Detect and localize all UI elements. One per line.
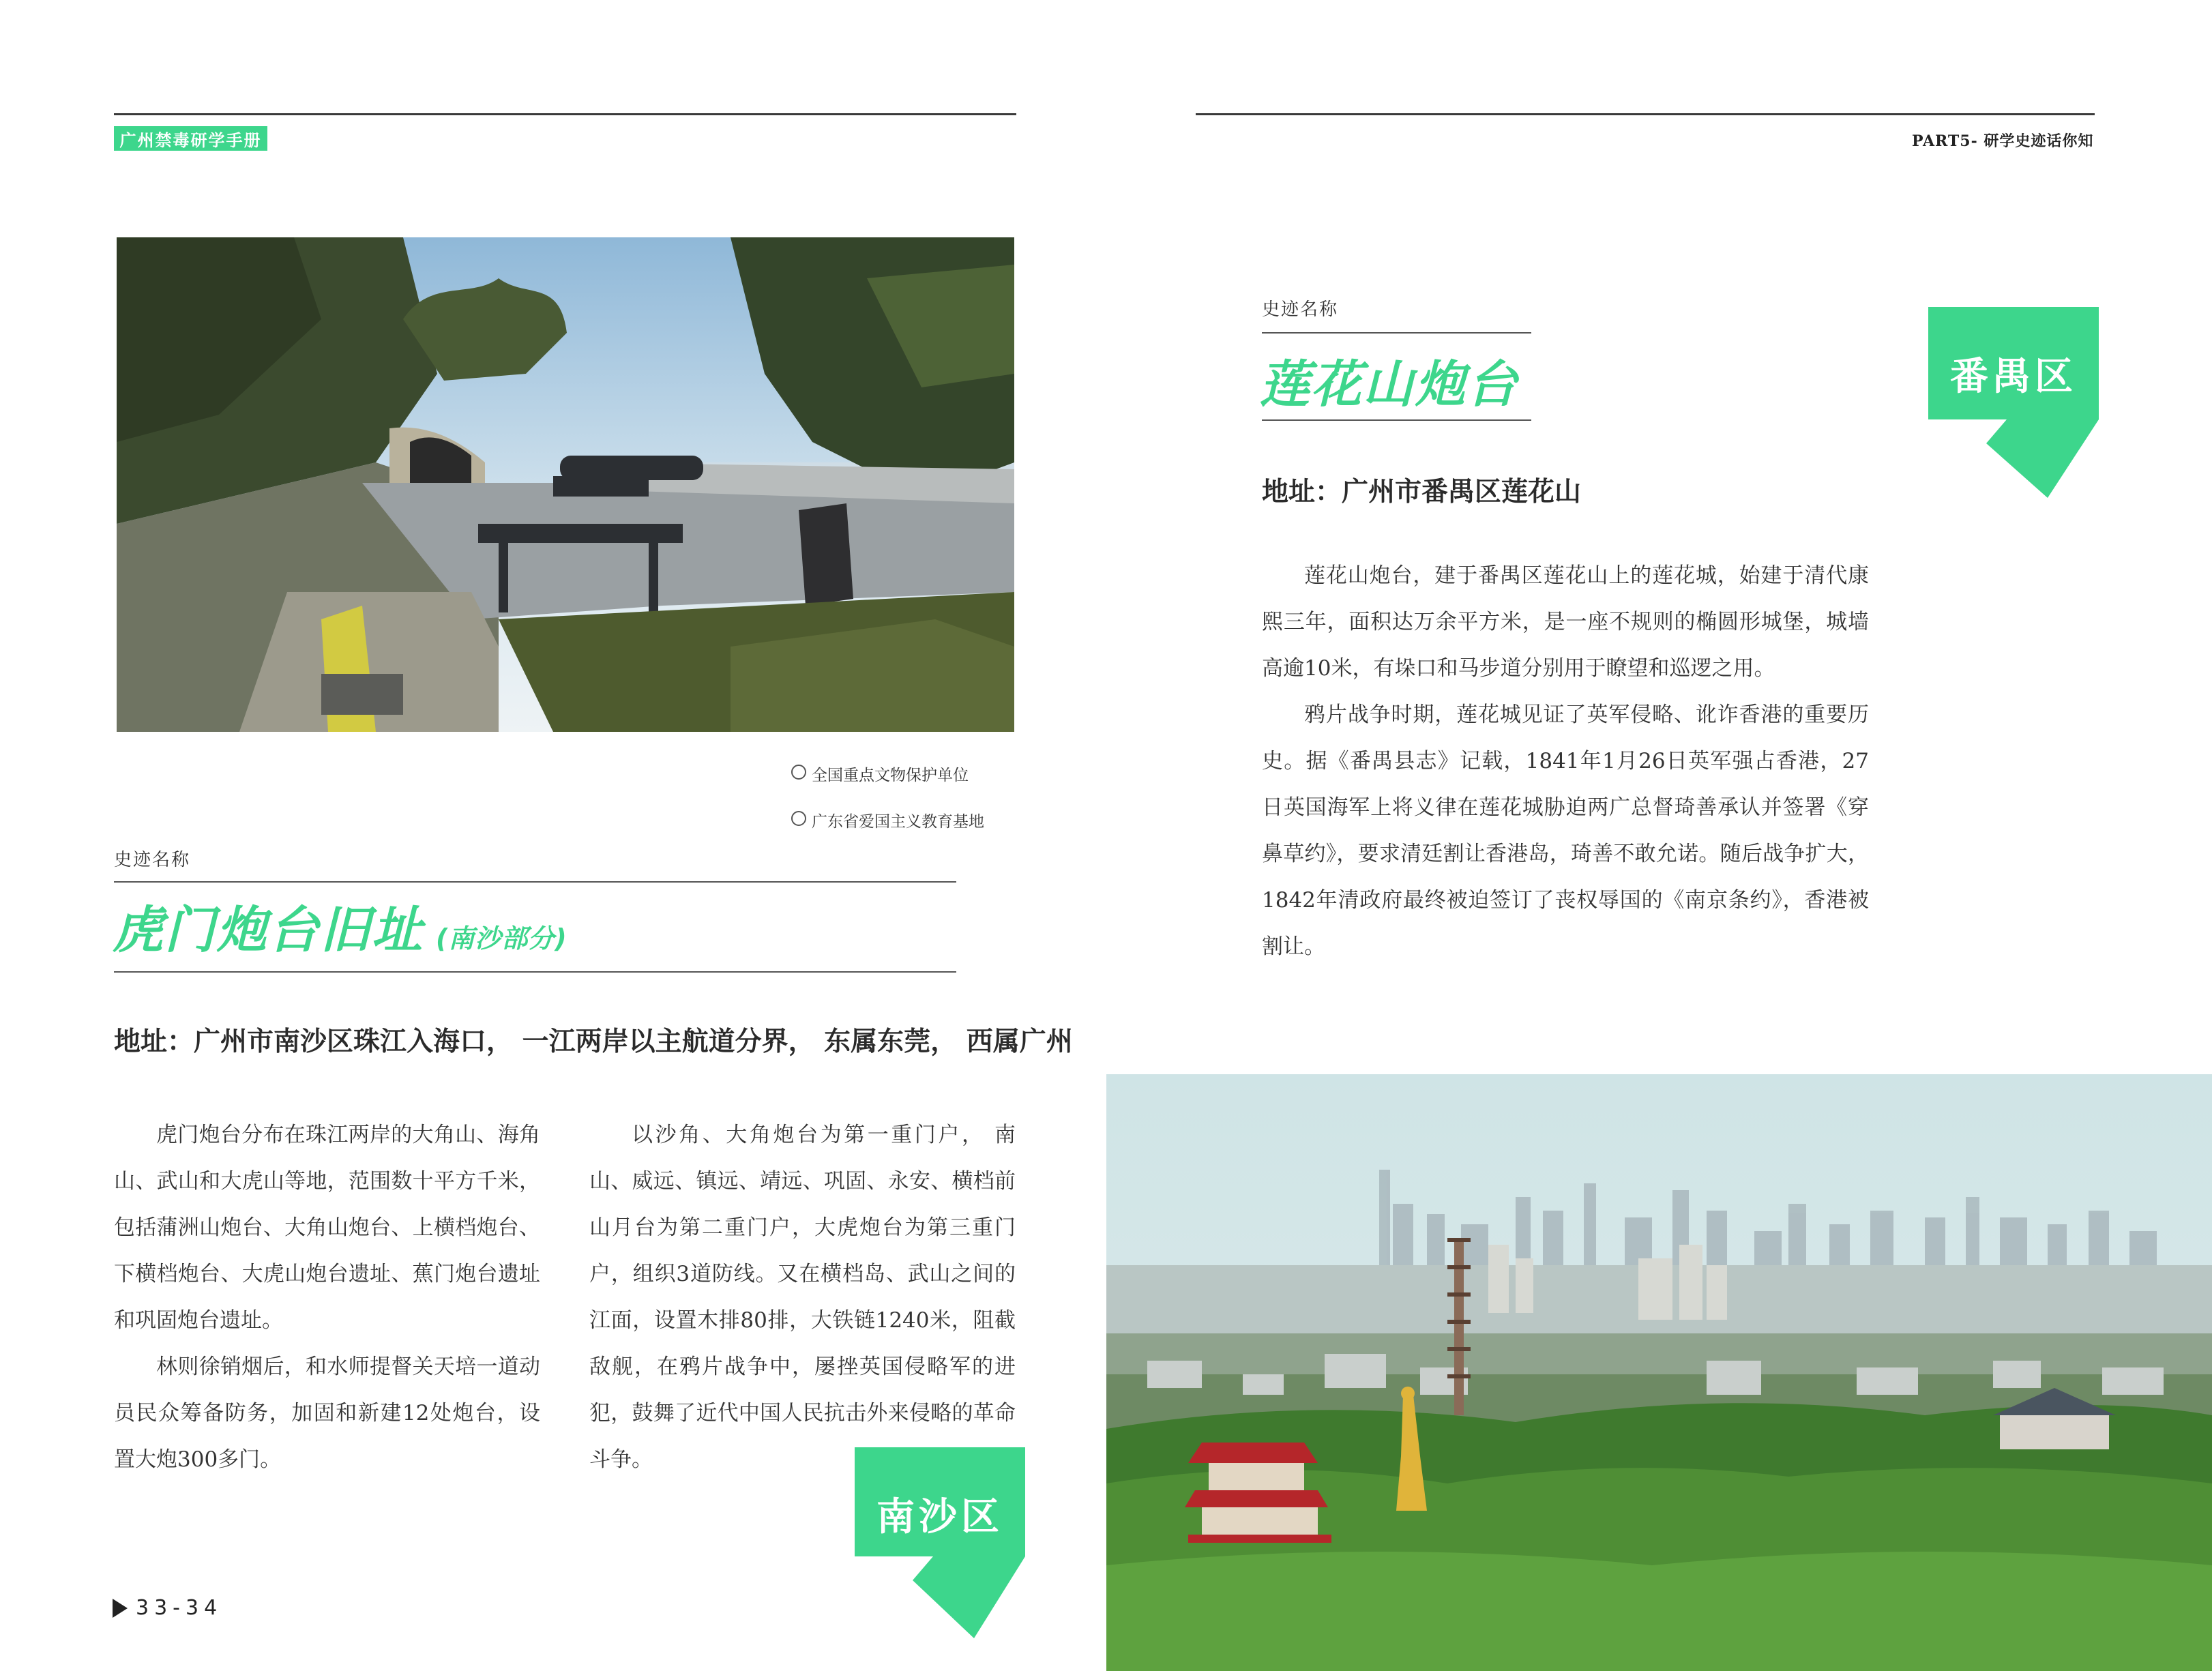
triangle-icon [113, 1599, 128, 1618]
district-label: 番禺区 [1950, 355, 2077, 399]
page-number: 33-34 [113, 1596, 222, 1620]
badge-patriotic-base: 广东省爱国主义教育基地 [791, 809, 984, 855]
paragraph: 以沙角、大角炮台为第一重门户， 南山、威远、镇远、靖远、巩固、永安、横档前山月台为第二重门户，大虎炮台为第三重门户，组织3道防线。又在横档岛、武山之间的江面，设置木排80排，大铁链1240米，阻截敌舰，在鸦片战争中，屡挫英国侵略军的进犯，鼓舞了近代中国人民抗击外来侵略的革命斗争。 [589, 1123, 1016, 1472]
heritage-badges [791, 763, 984, 855]
site-title-text: 虎门炮台旧址 [113, 901, 424, 960]
speech-tag-shape [1928, 307, 2099, 498]
title-rule-top-right [1262, 332, 1531, 334]
top-rule-left [114, 113, 1016, 115]
handbook-tag: 广州禁毒研学手册 [114, 126, 267, 151]
site-title-left [113, 890, 567, 962]
badge-national-heritage: 全国重点文物保护单位 [791, 763, 984, 809]
address-right: 地址：广州市番禺区莲花山 [1262, 476, 1582, 507]
title-rule-bottom-right [1262, 419, 1531, 421]
humen-fort-photo [117, 237, 1014, 732]
red-temple [1185, 1443, 1331, 1543]
speech-tag-shape [855, 1447, 1025, 1638]
circle-icon [791, 765, 806, 780]
district-marker-panyu [1928, 307, 2099, 484]
paragraph: 莲花山炮台，建于番禺区莲花山上的莲花城，始建于清代康熙三年，面积达万余平方米，是一座不规则的椭圆形城堡，城墙高逾10米，有垛口和马步道分别用于瞭望和巡逻之用。 [1262, 563, 1869, 681]
title-rule-top-left [114, 881, 956, 883]
site-title-sub: (南沙部分) [436, 923, 567, 953]
district-marker-nansha [855, 1447, 1025, 1625]
district-label: 南沙区 [876, 1495, 1003, 1539]
top-rule-right [1196, 113, 2095, 115]
circle-icon [791, 811, 806, 826]
panorama-illustration [1106, 1074, 2212, 1671]
site-name-label-right: 史迹名称 [1262, 299, 1339, 320]
body-column-2 [589, 1112, 1016, 1483]
paragraph: 鸦片战争时期，莲花城见证了英军侵略、讹诈香港的重要历史。据《番禺县志》记载，1841年1月26日英军强占香港，27日英国海军上将义律在莲花城胁迫两广总督琦善承认并签署《穿鼻草约》，要求清廷割让香港岛，琦善不敢允诺。随后战争扩大，1842年清政府最终被迫签订了丧权辱国的《南京条约》，香港被割让。 [1262, 703, 1869, 959]
running-head: PART5- 研学史迹话你知 [1912, 132, 2094, 150]
body-column-1 [114, 1112, 540, 1483]
paragraph: 林则徐销烟后，和水师提督关天培一道动员民众筹备防务，加固和新建12处炮台，设置大炮300多门。 [114, 1355, 540, 1472]
fort-illustration [117, 237, 1014, 732]
site-name-label-left: 史迹名称 [114, 850, 191, 870]
title-rule-bottom-left [114, 971, 956, 973]
body-column-right [1262, 552, 1869, 970]
paragraph: 虎门炮台分布在珠江两岸的大角山、海角山、武山和大虎山等地，范围数十平方千米，包括蒲洲山炮台、大角山炮台、上横档炮台、下横档炮台、大虎山炮台遗址、蕉门炮台遗址和巩固炮台遗址。 [114, 1123, 540, 1333]
site-title-right: 莲花山炮台 [1259, 355, 1518, 414]
address-left: 地址：广州市南沙区珠江入海口， 一江两岸以主航道分界， 东属东莞， 西属广州 [114, 1026, 1073, 1057]
lotus-hill-panorama-photo [1106, 1074, 2212, 1671]
